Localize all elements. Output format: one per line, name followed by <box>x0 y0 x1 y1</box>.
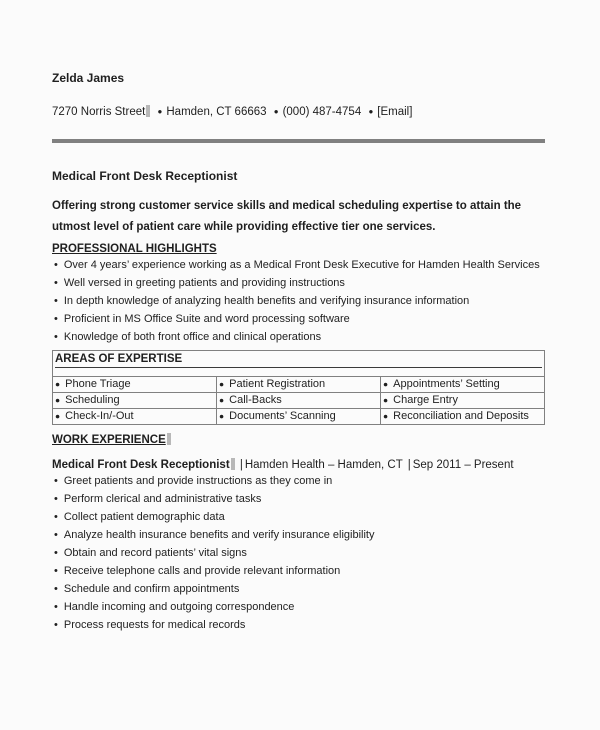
list-item: • Proficient in MS Office Suite and word processing software <box>54 310 545 328</box>
list-item: • Process requests for medical records <box>54 616 545 634</box>
section-heading-experience <box>52 433 545 447</box>
list-item: • Perform clerical and administrative tasks <box>54 490 545 508</box>
bullet-separator: ● <box>273 107 279 116</box>
document-title: Medical Front Desk Receptionist <box>52 169 238 183</box>
expertise-cell: ● Phone Triage <box>53 377 217 393</box>
expertise-cell: ● Appointments’ Setting <box>381 377 545 393</box>
table-row <box>53 393 545 409</box>
expertise-cell: ● Call-Backs <box>217 393 381 409</box>
contact-line <box>52 105 545 119</box>
list-item: • Analyze health insurance benefits and verify insurance eligibility <box>54 526 545 544</box>
table-header-row <box>53 351 545 377</box>
heading-text: WORK EXPERIENCE <box>52 434 166 446</box>
list-item: • Schedule and confirm appointments <box>54 580 545 598</box>
list-item: • In depth knowledge of analyzing health benefits and verifying insurance information <box>54 292 545 310</box>
section-divider <box>52 139 545 143</box>
expertise-cell: ● Charge Entry <box>381 393 545 409</box>
expertise-cell: ● Documents’ Scanning <box>217 409 381 425</box>
list-item: • Collect patient demographic data <box>54 508 545 526</box>
highlights-list <box>52 256 545 346</box>
employment-dates: Sep 2011 – Present <box>412 459 514 471</box>
expertise-cell: ● Scheduling <box>53 393 217 409</box>
text-cursor-mark <box>146 105 150 117</box>
expertise-cell: ● Patient Registration <box>217 377 381 393</box>
list-item: • Over 4 years’ experience working as a Medical Front Desk Executive for Hamden Health Services <box>54 256 545 274</box>
list-item: • Knowledge of both front office and clinical operations <box>54 328 545 346</box>
list-item: • Handle incoming and outgoing correspondence <box>54 598 545 616</box>
table-row <box>53 409 545 425</box>
person-name: Zelda James <box>52 71 125 85</box>
expertise-heading: AREAS OF EXPERTISE <box>55 352 542 368</box>
experience-list <box>52 472 545 634</box>
list-item: • Well versed in greeting patients and providing instructions <box>54 274 545 292</box>
list-item: • Obtain and record patients’ vital signs <box>54 544 545 562</box>
heading-text: PROFESSIONAL HIGHLIGHTS <box>52 243 217 255</box>
expertise-cell: ● Reconciliation and Deposits <box>381 409 545 425</box>
job-title-line <box>52 458 545 472</box>
text-cursor-mark <box>167 433 171 445</box>
bullet-separator: ● <box>368 107 374 116</box>
street-address: 7270 Norris Street <box>52 106 146 118</box>
expertise-table <box>52 350 545 425</box>
company-location: Hamden Health – Hamden, CT <box>244 459 403 471</box>
list-item: • Greet patients and provide instructions as they come in <box>54 472 545 490</box>
bullet-separator: ● <box>157 107 163 116</box>
phone-number: (000) 487-4754 <box>282 106 362 118</box>
pipe-separator: | <box>407 459 411 471</box>
table-header-cell <box>53 351 545 377</box>
expertise-cell: ● Check-In/-Out <box>53 409 217 425</box>
table-row <box>53 377 545 393</box>
list-item: • Receive telephone calls and provide relevant information <box>54 562 545 580</box>
text-cursor-mark <box>231 458 235 470</box>
city-state-zip: Hamden, CT 66663 <box>166 106 267 118</box>
email-placeholder: [Email] <box>377 106 413 118</box>
job-title: Medical Front Desk Receptionist <box>52 459 230 471</box>
section-heading-highlights <box>52 242 545 256</box>
pipe-separator: | <box>239 459 243 471</box>
summary-text: Offering strong customer service skills and medical scheduling expertise to attain the utmost level of patient care while providing effective tier one services. <box>52 200 522 233</box>
